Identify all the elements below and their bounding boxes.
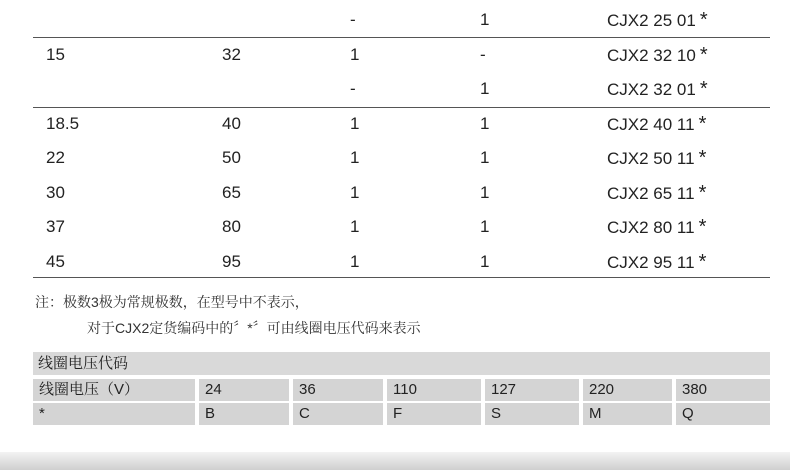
code-cell [387,403,481,425]
model-code: CJX2 32 10 [607,46,696,65]
current-cell: 32 [222,45,241,64]
voltage-cell [583,379,672,401]
power-cell: 15 [46,45,65,64]
asterisk-mark: * [699,44,708,66]
code-value: M [589,405,602,422]
no-contact-cell: - [350,79,356,98]
model-cell [607,141,706,176]
nc-contact-cell: 1 [480,217,490,236]
nc-contact-cell: 1 [480,114,490,133]
no-contact-cell: 1 [350,252,360,271]
voltage-value: 110 [393,381,417,398]
note-line-1: 注：极数3极为常规极数，在型号中不表示， [35,294,309,310]
code-cell [293,403,383,425]
code-value: Q [682,405,694,422]
nc-contact-cell: - [480,45,486,64]
table-row [33,141,770,175]
voltage-label: 线圈电压（V） [39,381,140,398]
table-row [33,38,770,72]
power-cell: 18.5 [46,114,80,133]
voltage-value: 127 [491,381,517,398]
voltage-value: 36 [299,381,316,398]
power-cell: 45 [46,252,65,271]
voltage-cell [293,379,383,401]
code-cell [676,403,770,425]
table-row [33,107,770,141]
current-cell: 50 [222,148,241,167]
table-row [33,3,770,37]
note-line-2: 对于CJX2定货编码中的〞*〞可由线圈电压代码来表示 [87,320,421,336]
table-row [33,176,770,210]
model-cell [607,176,706,211]
current-cell: 65 [222,183,241,202]
voltage-cell [485,379,579,401]
no-contact-cell: - [350,10,356,29]
model-cell [607,107,706,142]
model-code: CJX2 40 11 [607,115,695,134]
code-value: F [393,405,403,422]
model-cell [607,72,708,107]
model-code: CJX2 32 01 [607,80,696,99]
code-value: B [205,405,216,422]
model-code: CJX2 80 11 [607,218,695,237]
model-cell [607,210,706,245]
voltage-cell [199,379,289,401]
code-label-cell [33,403,195,425]
voltage-value: 220 [589,381,615,398]
asterisk-mark: * [698,147,707,169]
power-cell: 37 [46,217,65,236]
code-cell [583,403,672,425]
asterisk-mark: * [699,9,708,31]
nc-contact-cell: 1 [480,252,490,271]
asterisk-mark: * [698,113,707,135]
no-contact-cell: 1 [350,114,360,133]
table-row [33,210,770,244]
model-cell [607,245,706,280]
table-row [33,245,770,279]
nc-contact-cell: 1 [480,148,490,167]
coil-table-title: 线圈电压代码 [38,355,129,372]
asterisk-mark: * [699,78,708,100]
code-value: C [299,405,310,422]
current-cell: 80 [222,217,241,236]
current-cell: 40 [222,114,241,133]
model-code: CJX2 95 11 [607,253,695,272]
table-row [33,72,770,106]
no-contact-cell: 1 [350,45,360,64]
table-bottom-rule [33,277,770,278]
nc-contact-cell: 1 [480,10,490,29]
no-contact-cell: 1 [350,217,360,236]
voltage-cell [676,379,770,401]
asterisk-mark: * [698,182,707,204]
no-contact-cell: 1 [350,148,360,167]
voltage-value: 24 [205,381,222,398]
code-cell [199,403,289,425]
nc-contact-cell: 1 [480,79,490,98]
model-code: CJX2 50 11 [607,149,695,168]
model-cell [607,38,708,73]
no-contact-cell: 1 [350,183,360,202]
code-value: S [491,405,502,422]
voltage-cell [387,379,481,401]
asterisk-mark: * [698,216,707,238]
model-code: CJX2 25 01 [607,11,696,30]
page-bottom-shadow [0,452,790,470]
nc-contact-cell: 1 [480,183,490,202]
power-cell: 30 [46,183,65,202]
model-code: CJX2 65 11 [607,184,695,203]
model-cell [607,3,708,38]
voltage-value: 380 [682,381,708,398]
code-cell [485,403,579,425]
voltage-label-cell [33,379,195,401]
power-cell: 22 [46,148,65,167]
asterisk-mark: * [698,251,707,273]
voltage-row [33,379,770,401]
code-label: * [39,405,45,422]
coil-table-title-bar [33,352,770,375]
code-row [33,403,770,425]
current-cell: 95 [222,252,241,271]
